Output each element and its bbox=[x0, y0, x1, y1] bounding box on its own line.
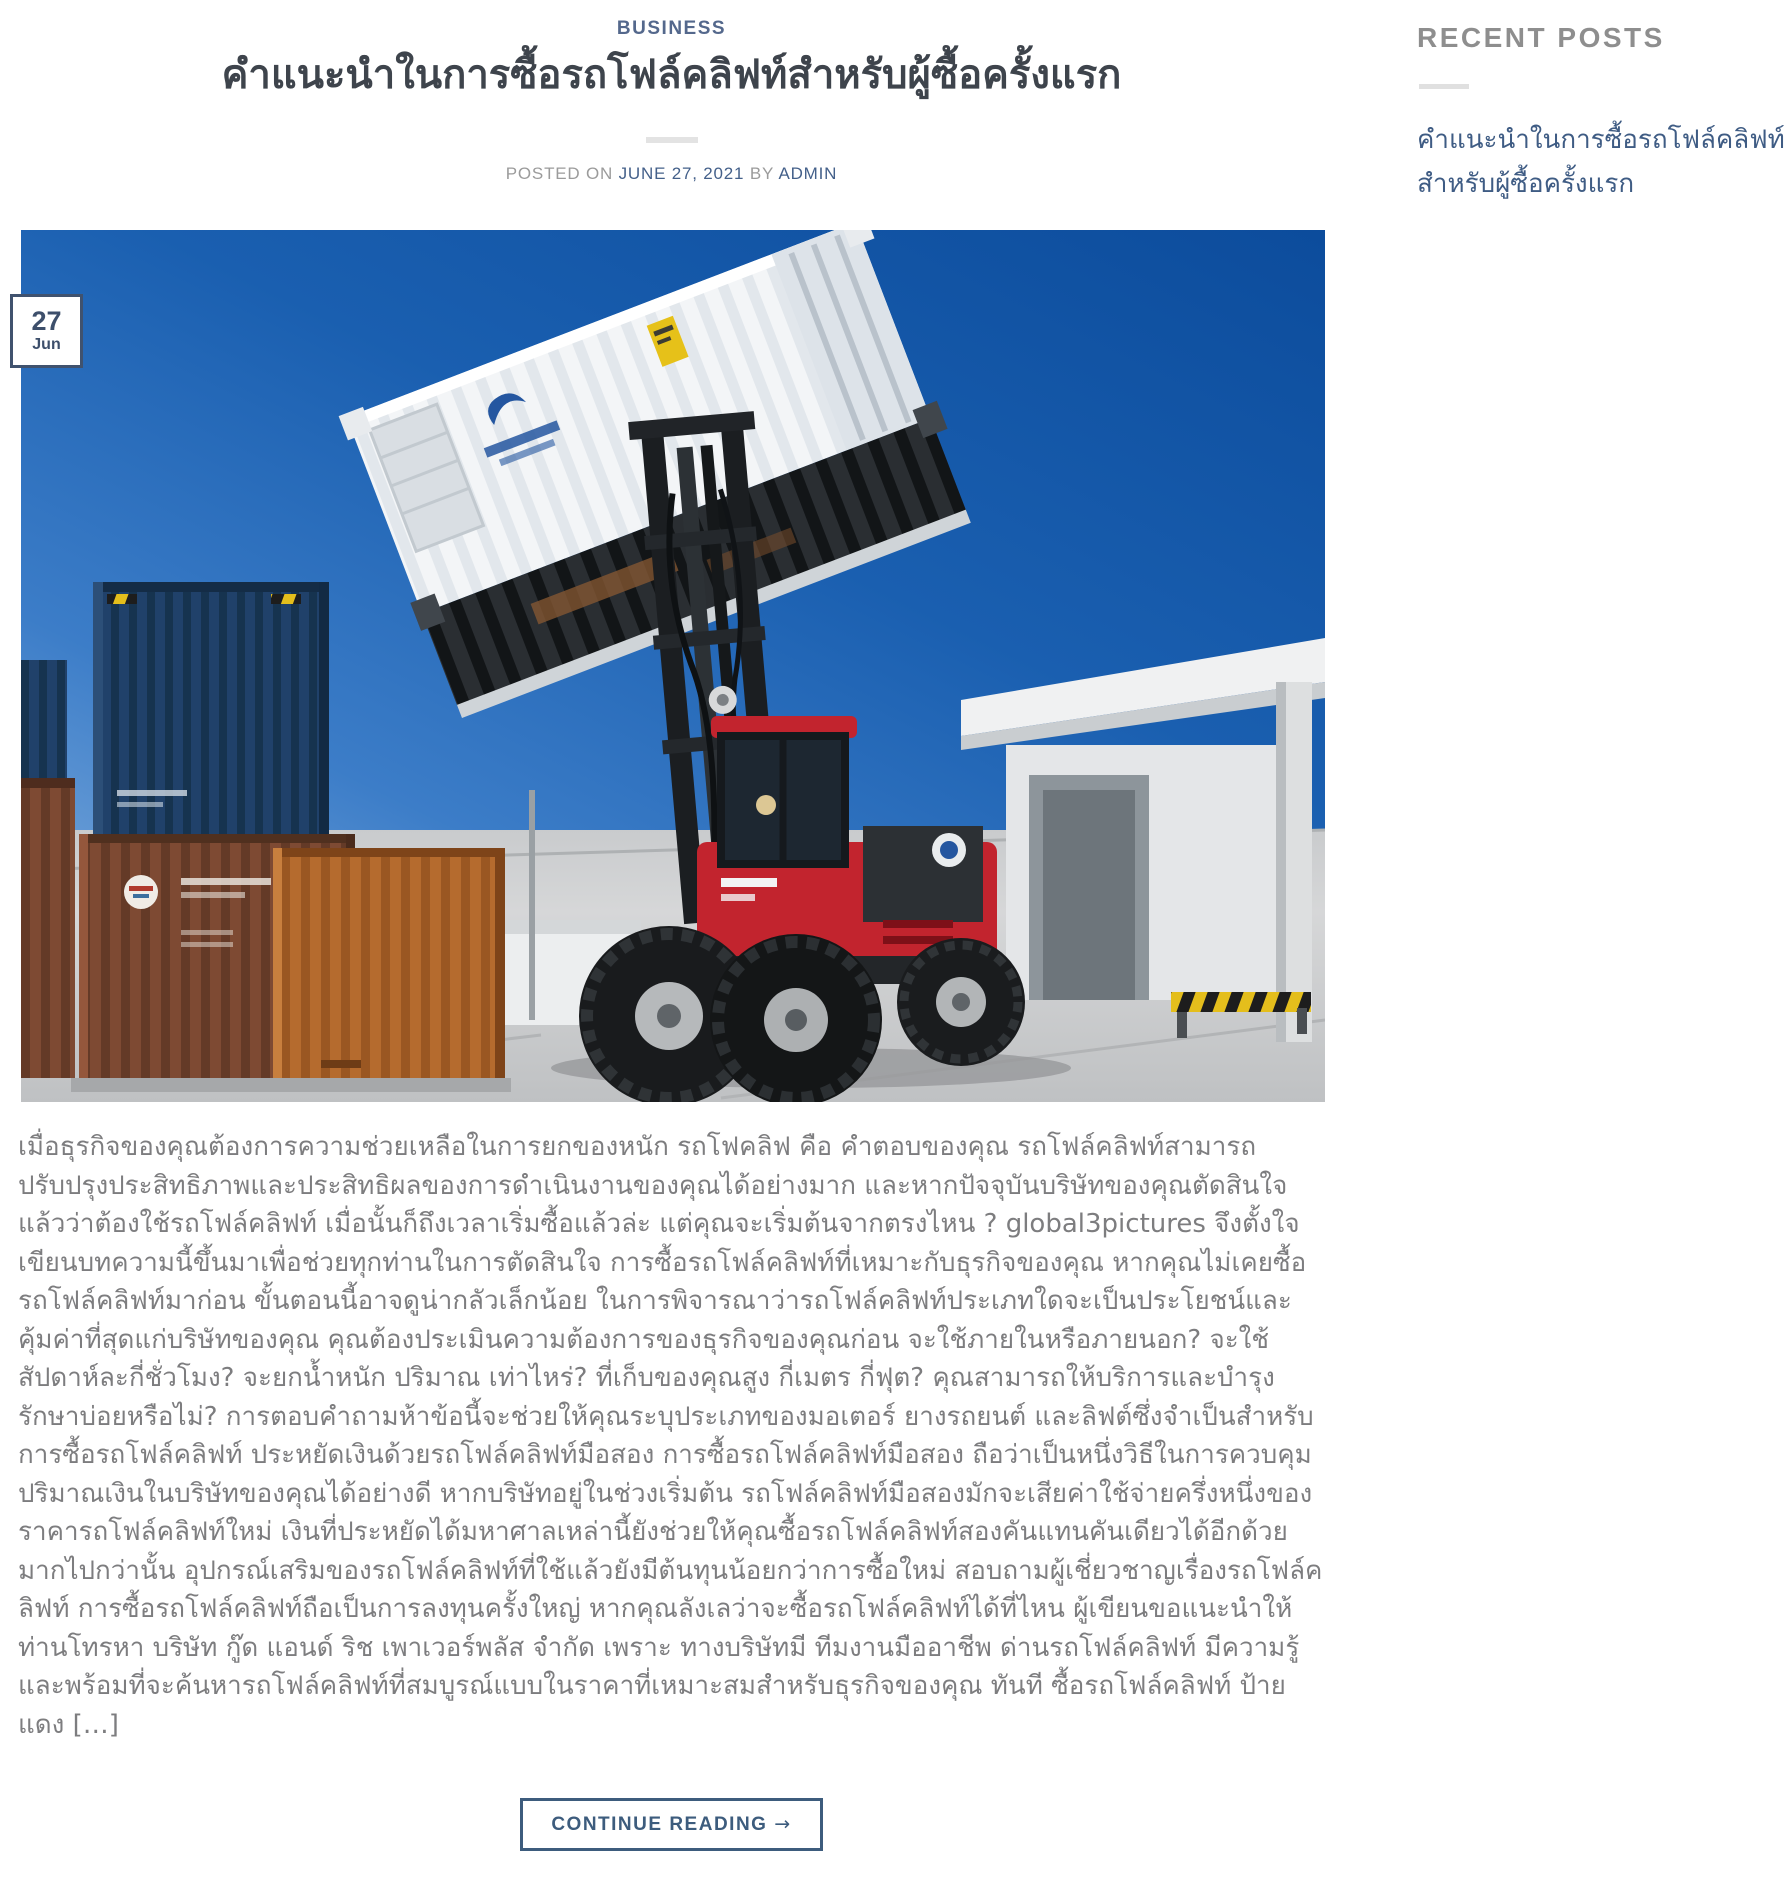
post-excerpt: เมื่อธุรกิจของคุณต้องการความช่วยเหลือในการยกของหนัก รถโฟคลิฟ คือ คำตอบของคุณ รถโฟล์คลิฟท์สามารถปรับปรุงประสิทธิภาพและประสิทธิผลของการดำเนินงานของคุณได้อย่างมาก และหากปัจจุบันบริษัทของคุณตัดสินใจแล้วว่าต้องใช้รถโฟล์คลิฟท์ เมื่อนั้นก็ถึงเวลาเริ่มซื้อแล้วล่ะ แต่คุณจะเริ่มต้นจากตรงไหน ? global3pictures จึงตั้งใจเขียนบทความนี้ขึ้นมาเพื่อช่วยทุกท่านในการตัดสินใจ การซื้อรถโฟล์คลิฟท์ที่เหมาะกับธุรกิจของคุณ หากคุณไม่เคยซื้อรถโฟล์คลิฟท์มาก่อน ขั้นตอนนี้อาจดูน่ากลัวเล็กน้อย ในการพิจารณาว่ารถโฟล์คลิฟท์ประเภทใดจะเป็นประโยชน์และคุ้มค่าที่สุดแก่บริษัทของคุณ คุณต้องประเมินความต้องการของธุรกิจของคุณก่อน จะใช้ภายในหรือภายนอก? จะใช้สัปดาห์ละกี่ชั่วโมง? จะยกน้ำหนัก ปริมาณ เท่าไหร่? ที่เก็บของคุณสูง กี่เมตร กี่ฟุต? คุณสามารถให้บริการและบำรุงรักษาบ่อยหรือไม่? การตอบคำถามห้าข้อนี้จะช่วยให้คุณระบุประเภทของมอเตอร์ ยางรถยนต์ และลิฟต์ซึ่งจำเป็นสำหรับการซื้อรถโฟล์คลิฟท์ ประหยัดเงินด้วยรถโฟล์คลิฟท์มือสอง การซื้อรถโฟล์คลิฟท์มือสอง ถือว่าเป็นหนึ่งวิธีในการควบคุมปริมาณเงินในบริษัทของคุณได้อย่างดี หากบริษัทอยู่ในช่วงเริ่มต้น รถโฟล์คลิฟท์มือสองมักจะเสียค่าใช้จ่ายครึ่งหนึ่งของราคารถโฟล์คลิฟท์ใหม่ เงินที่ประหยัดได้มหาศาลเหล่านี้ยังช่วยให้คุณซื้อรถโฟล์คลิฟท์สองคันแทนคันเดียวได้อีกด้วย มากไปกว่านั้น อุปกรณ์เสริมของรถโฟล์คลิฟท์ที่ใช้แล้วยังมีต้นทุนน้อยกว่าการซื้อใหม่ สอบถามผู้เชี่ยวชาญเรื่องรถโฟล์คลิฟท์ การซื้อรถโฟล์คลิฟท์ถือเป็นการลงทุนครั้งใหญ่ หากคุณลังเลว่าจะซื้อรถโฟล์คลิฟท์ได้ที่ไหน ผู้เขียนขอแนะนำให้ท่านโทรหา บริษัท กู๊ด แอนด์ ริช เพาเวอร์พลัส จำกัด เพราะ ทางบริษัทมี ทีมงานมืออาชีพ ด่านรถโฟล์คลิฟท์ มีความรู้ และพร้อมที่จะค้นหารถโฟล์คลิฟท์ที่สมบูรณ์แบบในราคาที่เหมาะสมสำหรับธุรกิจของคุณ ทันที ซื้อรถโฟล์คลิฟท์ ป้ายแดง […] bbox=[18, 1132, 1323, 1740]
featured-image-link[interactable] bbox=[21, 230, 1325, 1102]
sidebar-divider bbox=[1419, 84, 1469, 89]
continue-reading-row bbox=[18, 1798, 1325, 1851]
post-title[interactable]: คำแนะนำในการซื้อรถโฟล์คลิฟท์สำหรับผู้ซื้อครั้งแรก bbox=[221, 52, 1122, 98]
post-author-link[interactable]: ADMIN bbox=[778, 164, 838, 183]
title-divider bbox=[646, 137, 698, 143]
post-date-link[interactable]: JUNE 27, 2021 bbox=[618, 164, 745, 183]
date-badge bbox=[10, 294, 83, 368]
posted-on-label: POSTED ON bbox=[505, 164, 614, 183]
by-label: BY bbox=[749, 164, 774, 183]
post-meta bbox=[18, 164, 1325, 184]
forklift-photo bbox=[21, 230, 1325, 1102]
continue-reading-button[interactable] bbox=[520, 1798, 822, 1851]
post-category-row bbox=[18, 18, 1325, 40]
recent-post-link[interactable]: คำแนะนำในการซื้อรถโฟล์คลิฟท์สำหรับผู้ซื้อครั้งแรก bbox=[1417, 125, 1785, 199]
date-badge-month: Jun bbox=[32, 336, 61, 353]
continue-reading-label: CONTINUE READING bbox=[551, 1814, 768, 1835]
recent-posts-heading: RECENT POSTS bbox=[1417, 22, 1665, 53]
date-badge-day: 27 bbox=[31, 306, 62, 336]
category-link-business[interactable]: BUSINESS bbox=[616, 18, 727, 39]
arrow-right-icon: → bbox=[774, 1813, 792, 1835]
